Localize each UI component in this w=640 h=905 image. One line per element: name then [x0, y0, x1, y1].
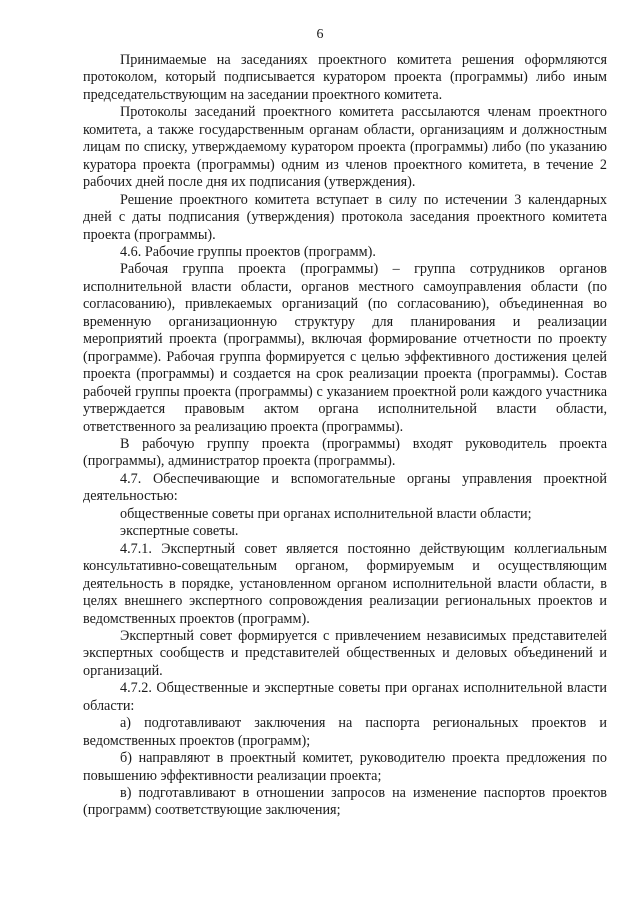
- paragraph-protocol-decisions: Принимаемые на заседаниях проектного комитета решения оформляются протоколом, который подписывается куратором проекта (программы) либо иным председательствующим на заседании проектного комитета.: [83, 52, 607, 103]
- list-item-expert-councils: экспертные советы.: [120, 523, 239, 540]
- document-body: [83, 52, 607, 820]
- section-heading-4-7: 4.7. Обеспечивающие и вспомогательные органы управления проектной деятельностью:: [83, 470, 607, 505]
- paragraph-expert-council-formation: Экспертный совет формируется с привлечением независимых представителей экспертных сообществ и представителей общественных и деловых объединений и организаций.: [83, 627, 607, 679]
- section-heading-4-6: 4.6. Рабочие группы проектов (программ).: [120, 243, 376, 260]
- paragraph-protocol-distribution: Протоколы заседаний проектного комитета рассылаются членам проектного комитета, а также государственным органам области, организациям и должностным лицам по списку, утверждаемому куратором проекта (программы) либо (по указанию куратора проекта (программы) одним из членов проектного комитета, в течение 2 рабочих дней после дня их подписания (утверждения).: [83, 104, 607, 191]
- page-number: 6: [316, 27, 324, 42]
- paragraph-working-group-members: В рабочую группу проекта (программы) входят руководитель проекта (программы), администратор проекта (программы).: [83, 435, 607, 470]
- paragraph-decision-effective: Решение проектного комитета вступает в силу по истечении 3 календарных дней с даты подписания (утверждения) протокола заседания проектного комитета проекта (программы).: [83, 191, 607, 243]
- list-item-public-councils: общественные советы при органах исполнительной власти области;: [120, 505, 532, 522]
- list-item-a: а) подготавливают заключения на паспорта региональных проектов и ведомственных проектов (программ);: [83, 715, 607, 749]
- section-4-7-1: 4.7.1. Экспертный совет является постоянно действующим коллегиальным консультативно-совещательным органом, формируемым и осуществляющим деятельность в порядке, установленном органом исполнительной власти области, в целях внешнего экспертного сопровождения реализации региональных проектов и ведомственных проектов (программ).: [83, 540, 607, 627]
- section-4-7-2: 4.7.2. Общественные и экспертные советы при органах исполнительной власти области:: [83, 680, 607, 714]
- paragraph-working-group-definition: Рабочая группа проекта (программы) – группа сотрудников органов исполнительной власти области, органов местного самоуправления области (по согласованию), привлекаемых организаций (по согласованию), объединенная во временную организационную структуру для планирования и реализации мероприятий проекта (программы), включая формирование отчетности по проекту (программе). Рабочая группа формируется с целью эффективного достижения целей проекта (программы) и создается на срок реализации проекта (программы). Состав рабочей группы проекта (программы) с указанием проектной роли каждого участника утверждается правовым актом органа исполнительной власти области, ответственного за реализацию проекта (программы).: [83, 261, 607, 435]
- list-item-b: б) направляют в проектный комитет, руководителю проекта предложения по повышению эффективности реализации проекта;: [83, 750, 607, 784]
- list-item-c: в) подготавливают в отношении запросов на изменение паспортов проектов (программ) соответствующие заключения;: [83, 785, 607, 819]
